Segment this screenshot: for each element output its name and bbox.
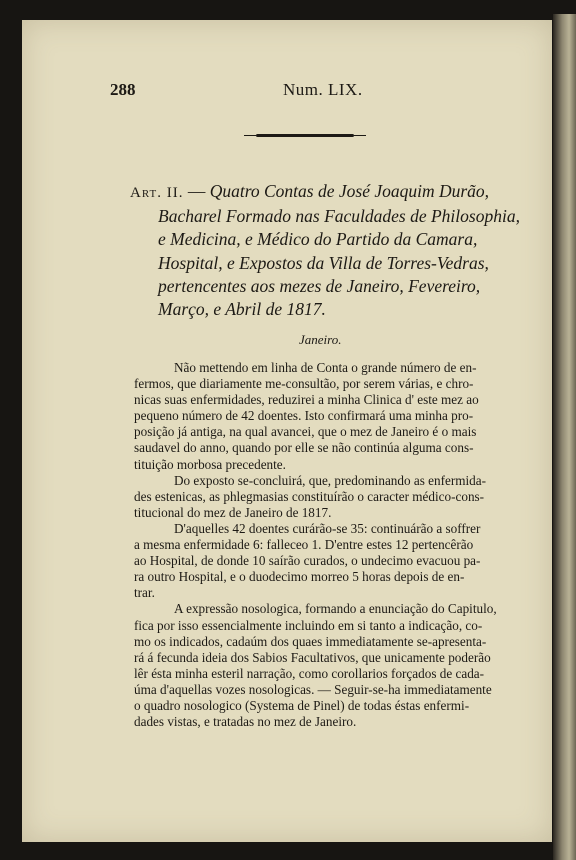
running-head: Num. LIX. (283, 80, 363, 99)
text-line: dades vistas, e tratadas no mez de Janeiro. (134, 714, 357, 730)
text-line: a mesma enfermidade 6: falleceo 1. D'entre estes 12 pertencêrão (134, 537, 474, 553)
article-title-line: Quatro Contas de José Joaquim Durão, (209, 181, 490, 201)
text-line: ra outro Hospital, e o duodecimo morreo 5 horas depois de en- (134, 569, 465, 585)
article-title-line: e Medicina, e Médico do Partido da Camara, (158, 229, 478, 250)
body-text (134, 360, 516, 730)
text-line: nicas suas enfermidades, reduzirei a minha Clinica d' este mez ao (134, 392, 479, 408)
ornamental-rule (256, 134, 354, 137)
text-line: ao Hospital, de donde 10 saírão curados, o undecimo evacuou pa- (134, 553, 481, 569)
text-line: lêr ésta minha esteril narração, como corollarios forçados de cada- (134, 665, 485, 681)
article-title-line: Hospital, e Expostos da Villa de Torres-Vedras, (158, 252, 489, 273)
text-line: mo os indicados, cadaúm dos quaes immediatamente se-apresenta- (134, 633, 487, 649)
text-line: D'aquelles 42 doentes curárão-se 35: continuárão a soffrer (174, 520, 481, 536)
text-line: saudavel do anno, quando por elle se não continúa alguma cons- (134, 440, 474, 456)
text-line: o quadro nosologico (Systema de Pinel) de todas éstas enfermi- (134, 697, 470, 713)
page-number: 288 (110, 80, 136, 99)
text-line: trar. (134, 585, 155, 601)
text-line: posição já antiga, na qual avancei, que o mez de Janeiro é o mais (134, 424, 477, 440)
text-line: titucional do mez de Janeiro de 1817. (134, 504, 332, 520)
text-line: fica por isso essencialmente incluindo em si tanto a indicação, co- (134, 617, 483, 633)
article-heading (130, 180, 520, 321)
text-line: Não mettendo em linha de Conta o grande número de en- (174, 360, 477, 375)
article-title-line: Março, e Abril de 1817. (158, 299, 326, 320)
text-line: tituição morbosa precedente. (134, 456, 286, 472)
article-dash: — (183, 181, 210, 201)
text-line: Do exposto se-concluirá, que, predominando as enfermida- (174, 472, 486, 488)
text-line: des estenicas, as phlegmasias constituírão o caracter médico-cons- (134, 488, 485, 504)
text-line: A expressão nosologica, formando a enunciação do Capitulo, (174, 601, 497, 617)
text-line: fermos, que diariamente me-consultão, por serem várias, e chro- (134, 376, 474, 392)
section-heading-month: Janeiro. (299, 332, 342, 347)
article-title-line: Bacharel Formado nas Faculdades de Philosophia, (158, 206, 520, 227)
article-label: Art. II. (130, 185, 184, 201)
page-edge (553, 14, 576, 860)
text-line: úma d'aquellas vozes nosologicas. — Seguir-se-ha immediatamente (134, 681, 492, 697)
text-line: pequeno número de 42 doentes. Isto confirmará uma minha pro- (134, 408, 474, 424)
article-title-line: pertencentes aos mezes de Janeiro, Fevereiro, (158, 275, 481, 296)
text-line: rá á fecunda ideia dos Sabios Facultativos, que unicamente poderão (134, 649, 491, 665)
